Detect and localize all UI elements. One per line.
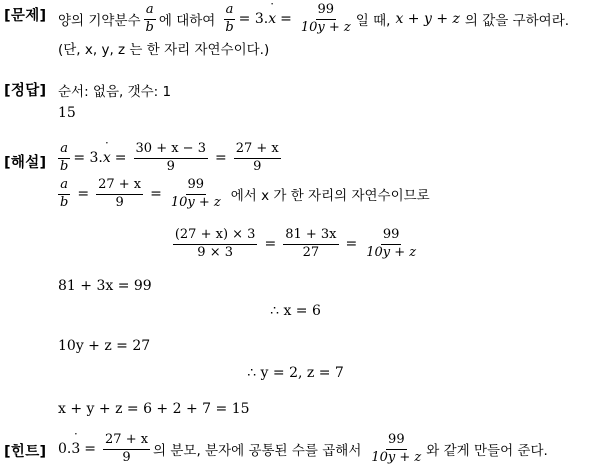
fraction-denominator: 9 [166, 158, 175, 174]
fraction-99-over-10y-z [299, 3, 353, 36]
fraction [369, 433, 423, 466]
fraction [234, 142, 281, 175]
equals-sign: = [214, 150, 227, 166]
problem-text-4: 의 값을 구하여라. [464, 13, 570, 29]
fraction-denominator: b [145, 19, 154, 35]
fraction-numerator: a [58, 142, 70, 159]
fraction-denominator: 9 × 3 [197, 244, 233, 260]
solution-equation-3: x + y + z = 6 + 2 + 7 = 15 [58, 401, 250, 417]
solution-equation-1: 81 + 3x = 99 [58, 278, 152, 294]
fraction-a-over-b [58, 142, 70, 175]
hint-text-1: 의 분모, 분자에 공통된 수를 곱해서 [153, 443, 362, 459]
fraction-numerator: 99 [386, 433, 407, 450]
fraction-denominator: 9 [115, 194, 124, 210]
repeating-digit: x ˙ [268, 11, 276, 27]
solution-line-1 [58, 140, 284, 176]
hint-label: [힌트] [4, 444, 47, 460]
equals-sign: = [84, 441, 97, 457]
solution-equation-2: 10y + z = 27 [58, 338, 151, 354]
fraction [96, 178, 143, 211]
solution-centered-equation [0, 224, 591, 264]
fraction-a-over-b [223, 3, 235, 36]
fraction-numerator: (27 + x) × 3 [173, 228, 258, 245]
fraction-numerator: 27 + x [96, 178, 143, 195]
repeating-decimal: = 3. [238, 11, 269, 27]
problem-text-2: 에 대하여 [158, 13, 216, 29]
repeating-digit: 3 ˙ [71, 441, 80, 457]
answer-order-line: 순서: 없음, 갯수: 1 [58, 84, 172, 100]
fraction-numerator: 99 [316, 3, 337, 20]
fraction-denominator: 10y + z [371, 449, 422, 465]
problem-line-2: (단, x, y, z 는 한 자리 자연수이다.) [58, 42, 270, 58]
fraction-numerator: 27 + x [103, 433, 150, 450]
equals-sign: = [77, 186, 90, 202]
solution-result-1: ∴ x = 6 [270, 303, 321, 319]
solution-result-2: ∴ y = 2, z = 7 [247, 365, 344, 381]
problem-label: [문제] [4, 8, 47, 24]
fraction-denominator: 10y + z [366, 244, 417, 260]
fraction-denominator: 10y + z [300, 19, 351, 35]
fraction-numerator: 30 + x − 3 [134, 142, 208, 159]
fraction-denominator: b [60, 158, 69, 174]
fraction-denominator: b [60, 194, 69, 210]
fraction-denominator: b [225, 19, 234, 35]
fraction-denominator: 9 [253, 158, 262, 174]
repeating-decimal: 0. [58, 441, 72, 457]
problem-text-1: 양의 기약분수 [58, 13, 141, 29]
solution-line-2 [58, 176, 430, 212]
sum-expression: x + y + z [395, 11, 460, 27]
fraction-numerator: 99 [186, 178, 207, 195]
fraction [283, 228, 338, 261]
problem-line-1 [58, 1, 570, 35]
fraction-denominator: 27 [302, 244, 320, 260]
problem-text-3: 일 때, [355, 13, 391, 29]
fraction-a-over-b [58, 178, 70, 211]
fraction-numerator: a [224, 3, 236, 20]
fraction [103, 433, 150, 466]
equals-sign: = [280, 11, 292, 27]
repeating-decimal: = 3. [73, 150, 103, 166]
answer-label: [정답] [4, 83, 47, 99]
equals-sign: = [150, 186, 162, 202]
hint-line [58, 430, 548, 468]
fraction-numerator: 99 [381, 228, 402, 245]
fraction [173, 228, 258, 261]
fraction-numerator: a [58, 178, 70, 195]
fraction-a-over-b [144, 3, 156, 36]
fraction [364, 228, 418, 261]
fraction-numerator: 27 + x [234, 142, 281, 159]
equals-sign: = [264, 236, 277, 252]
fraction [169, 178, 223, 211]
fraction-numerator: 81 + 3x [283, 228, 338, 245]
fraction [134, 142, 208, 175]
equals-sign: = [114, 150, 127, 166]
repeating-digit: x ˙ [103, 150, 111, 166]
fraction-denominator: 10y + z [170, 194, 221, 210]
equals-sign: = [345, 236, 358, 252]
fraction-numerator: a [144, 3, 156, 20]
fraction-denominator: 9 [122, 449, 131, 465]
hint-text-2: 와 같게 만들어 준다. [426, 443, 548, 459]
solution-text: 에서 x 가 한 자리의 자연수이므로 [230, 188, 430, 204]
answer-value: 15 [58, 105, 76, 121]
solution-label: [해설] [4, 155, 47, 171]
